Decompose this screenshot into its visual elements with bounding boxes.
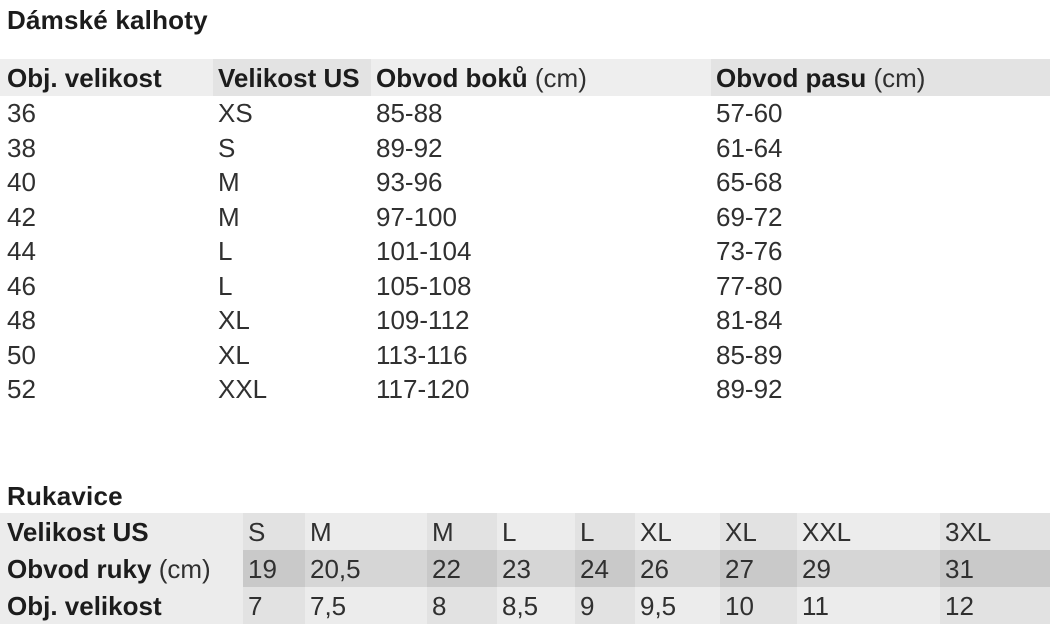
gloves-cell: XL — [635, 513, 720, 550]
gloves-cell: 23 — [497, 550, 575, 587]
pants-cell: 57-60 — [716, 98, 783, 129]
pants-cell: XS — [218, 98, 253, 129]
pants-cell: 52 — [7, 374, 36, 405]
pants-cell: 113-116 — [376, 339, 468, 370]
pants-cell: 101-104 — [376, 236, 472, 267]
gloves-section-title: Rukavice — [7, 481, 123, 511]
pants-cell: 44 — [7, 236, 36, 267]
pants-cell: XXL — [218, 374, 268, 405]
gloves-cell: 8,5 — [497, 587, 575, 624]
pants-cell: 46 — [7, 270, 36, 301]
gloves-row-label — [0, 550, 243, 587]
gloves-table-row — [0, 587, 1050, 624]
gloves-row-label — [0, 587, 243, 624]
pants-cell: 48 — [7, 305, 36, 336]
gloves-row-label-text: Velikost US — [7, 516, 149, 547]
pants-cell: 36 — [7, 98, 36, 129]
pants-column-header-label: Obvod pasu — [716, 62, 867, 93]
pants-cell: M — [218, 167, 240, 198]
gloves-cell: 24 — [575, 550, 635, 587]
pants-cell: 40 — [7, 167, 36, 198]
pants-table-row — [0, 234, 1050, 269]
gloves-cell: 20,5 — [305, 550, 427, 587]
pants-table-row — [0, 200, 1050, 235]
pants-cell: 89-92 — [376, 132, 443, 163]
pants-cell: 109-112 — [376, 305, 470, 336]
pants-cell: 69-72 — [716, 201, 783, 232]
gloves-cell: 8 — [427, 587, 497, 624]
pants-cell: 38 — [7, 132, 36, 163]
pants-column-header-label: Obj. velikost — [7, 62, 162, 93]
pants-cell: 85-89 — [716, 339, 783, 370]
pants-cell: M — [218, 201, 240, 232]
gloves-cell: 27 — [720, 550, 797, 587]
gloves-table-row — [0, 550, 1050, 587]
gloves-cell: 31 — [940, 550, 1050, 587]
pants-cell: 77-80 — [716, 270, 783, 301]
pants-column-header-unit: (cm) — [527, 62, 587, 93]
pants-cell: L — [218, 236, 233, 267]
gloves-cell: 22 — [427, 550, 497, 587]
pants-cell: 105-108 — [376, 270, 472, 301]
gloves-cell: 3XL — [940, 513, 1050, 550]
gloves-cell: S — [243, 513, 305, 550]
gloves-cell: 11 — [797, 587, 940, 624]
gloves-cell: 10 — [720, 587, 797, 624]
pants-section-title: Dámské kalhoty — [7, 5, 208, 35]
pants-cell: 73-76 — [716, 236, 783, 267]
gloves-table-row — [0, 513, 1050, 550]
pants-table-row — [0, 165, 1050, 200]
gloves-cell: L — [575, 513, 635, 550]
pants-cell: 50 — [7, 339, 36, 370]
pants-cell: 89-92 — [716, 374, 783, 405]
pants-column-header-unit: (cm) — [866, 62, 926, 93]
pants-header-row — [0, 59, 1050, 96]
pants-cell: 65-68 — [716, 167, 783, 198]
gloves-cell: 19 — [243, 550, 305, 587]
pants-size-table — [0, 59, 1050, 407]
gloves-cell: 7,5 — [305, 587, 427, 624]
gloves-cell: 7 — [243, 587, 305, 624]
gloves-cell: 9,5 — [635, 587, 720, 624]
pants-table-row — [0, 96, 1050, 131]
pants-column-header-label: Velikost US — [218, 62, 360, 93]
pants-cell: L — [218, 270, 233, 301]
pants-column-header — [213, 59, 371, 96]
pants-table-row — [0, 303, 1050, 338]
pants-cell: 42 — [7, 201, 36, 232]
gloves-row-label-text: Obvod ruky — [7, 553, 152, 584]
pants-cell: XL — [218, 339, 250, 370]
gloves-cell: L — [497, 513, 575, 550]
pants-table-row — [0, 269, 1050, 304]
gloves-cell: XXL — [797, 513, 940, 550]
pants-cell: 97-100 — [376, 201, 457, 232]
gloves-cell: M — [305, 513, 427, 550]
gloves-cell: XL — [720, 513, 797, 550]
pants-cell: S — [218, 132, 236, 163]
gloves-cell: 29 — [797, 550, 940, 587]
pants-cell: 81-84 — [716, 305, 783, 336]
gloves-cell: 9 — [575, 587, 635, 624]
pants-column-header — [0, 59, 213, 96]
gloves-cell: 12 — [940, 587, 1050, 624]
pants-column-header — [711, 59, 1050, 96]
gloves-cell: M — [427, 513, 497, 550]
gloves-row-label-text: Obj. velikost — [7, 590, 162, 621]
pants-cell: 85-88 — [376, 98, 443, 129]
pants-cell: XL — [218, 305, 250, 336]
pants-table-row — [0, 372, 1050, 407]
gloves-size-table — [0, 513, 1050, 624]
pants-table-row — [0, 131, 1050, 166]
pants-cell: 61-64 — [716, 132, 783, 163]
gloves-row-label-unit: (cm) — [151, 553, 211, 584]
pants-cell: 93-96 — [376, 167, 443, 198]
gloves-row-label — [0, 513, 243, 550]
gloves-cell: 26 — [635, 550, 720, 587]
pants-column-header — [371, 59, 711, 96]
pants-column-header-label: Obvod boků — [376, 62, 528, 93]
pants-table-row — [0, 338, 1050, 373]
pants-cell: 117-120 — [376, 374, 470, 405]
